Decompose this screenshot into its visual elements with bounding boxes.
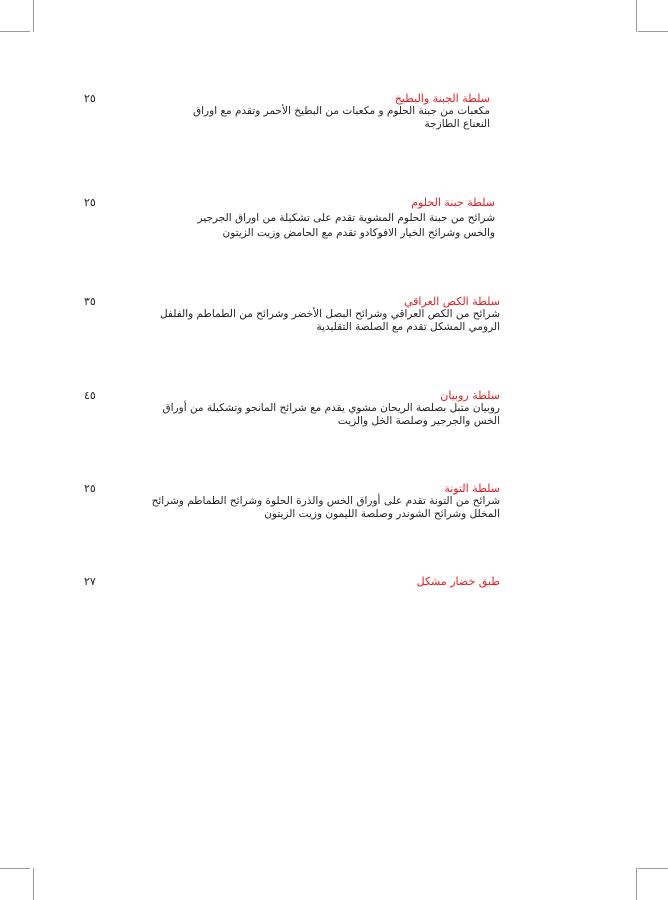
item-description	[152, 495, 500, 521]
description-line: والخس وشرائح الخيار الافوكادو تقدم مع الحامض وزيت الزيتون	[222, 227, 495, 239]
menu-item	[84, 196, 500, 240]
crop-mark	[638, 868, 668, 869]
item-price: ٣٥	[84, 295, 96, 308]
item-price: ٢٥	[84, 196, 96, 209]
menu-item	[84, 92, 500, 132]
item-title: سلطة التونة	[444, 482, 500, 495]
description-line: شرائح من التونة تقدم على أوراق الخس والذرة الحلوة وشرائح الطماطم وشرائح	[151, 495, 500, 507]
crop-mark	[638, 31, 668, 32]
item-price: ٤٥	[84, 389, 96, 402]
item-title: سلطة روبيان	[440, 389, 500, 402]
item-price: ٢٥	[84, 92, 96, 105]
crop-mark	[0, 868, 30, 869]
item-price: ٢٥	[84, 482, 96, 495]
crop-mark	[636, 0, 637, 32]
item-title: سلطة الكص العراقي	[404, 295, 500, 308]
description-line: الرومي المشكل تقدم مع الصلصة التقليدية	[316, 321, 500, 333]
menu-item	[84, 389, 500, 429]
description-line: المخلل وشرائح الشوندر وصلصة الليمون وزيت الزيتون	[264, 508, 500, 520]
crop-mark	[33, 868, 34, 900]
item-title: سلطة جبنة الحلوم	[411, 196, 495, 209]
description-line: روبيان متبل بصلصة الريحان مشوي يقدم مع شرائح المانجو وتشكيلة من أوراق	[162, 402, 500, 414]
crop-mark	[33, 0, 34, 32]
description-line: الخس والجرجير وصلصة الخل والزيت	[337, 415, 500, 427]
description-line: شرائح من جبنة الحلوم المشوية تقدم على تشكيلة من اوراق الجرجير	[197, 212, 495, 224]
menu-item	[84, 482, 500, 522]
description-line: مكعبات من جبنة الحلوم و مكعبات من البطيخ الأحمر وتقدم مع اوراق	[192, 105, 490, 117]
description-line: النعناع الطازجة	[424, 118, 490, 130]
crop-mark	[636, 868, 637, 900]
menu-item	[84, 295, 500, 335]
item-description	[160, 308, 500, 334]
item-price: ٢٧	[84, 575, 96, 588]
item-description	[193, 105, 490, 131]
menu-item	[84, 575, 500, 591]
description-line: شرائح من الكص العراقي وشرائح البصل الأخضر وشرائح من الطماطم والفلفل	[159, 308, 500, 320]
crop-mark	[0, 31, 30, 32]
item-title: سلطة الجبنة والبطيخ	[394, 92, 490, 105]
item-description	[198, 211, 495, 241]
item-title: طبق خضار مشكل	[416, 575, 500, 588]
item-description	[162, 402, 500, 428]
